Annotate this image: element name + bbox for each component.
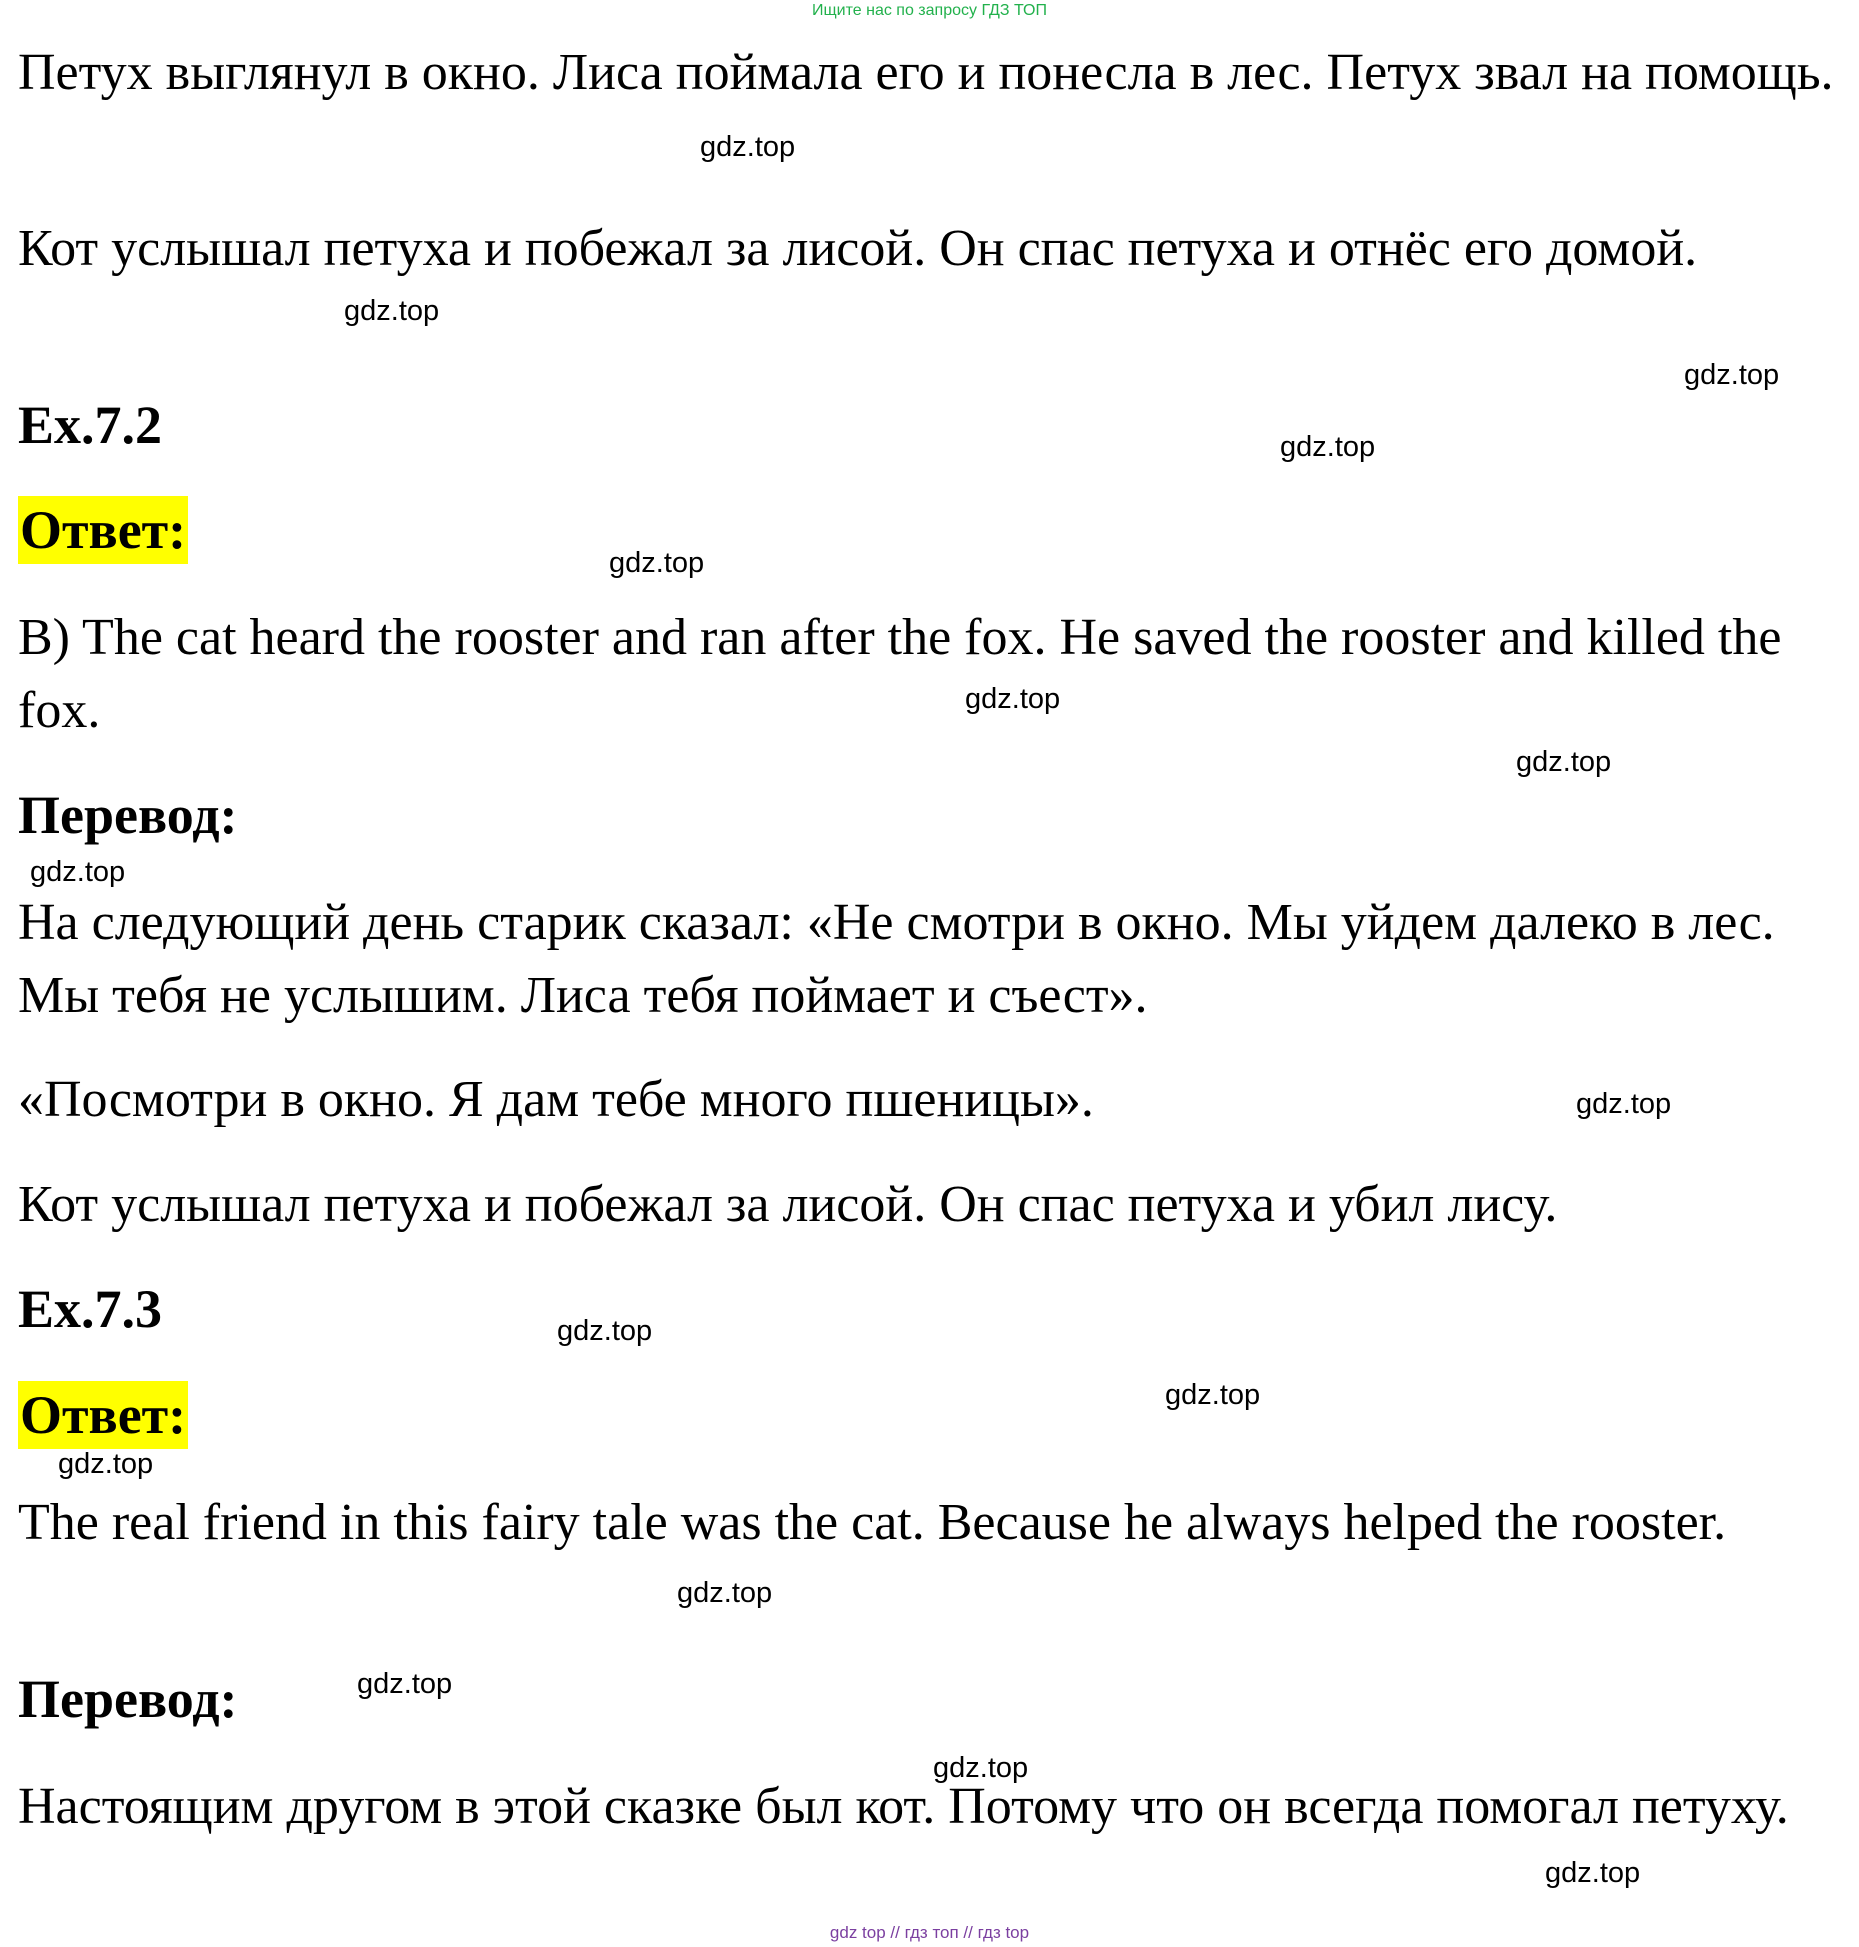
watermark: gdz.top — [557, 1315, 653, 1347]
exercise-7-3-answer-label — [18, 1381, 1848, 1449]
watermark: gdz.top — [344, 295, 440, 327]
exercise-7-3-answer — [18, 1486, 1848, 1559]
watermark: gdz.top — [1280, 431, 1376, 463]
translation-text-ex-7-2-a: На следующий день старик сказал: «Не смотри в окно. Мы уйдем далеко в лес. Мы тебя не услышим. Лиса тебя поймает и съест». — [18, 894, 1775, 1024]
paragraph-rooster-caught — [18, 36, 1848, 109]
exercise-7-3-title — [18, 1276, 1848, 1342]
translation-text-ex-7-2-c: Кот услышал петуха и побежал за лисой. Он спас петуха и убил лису. — [18, 1176, 1558, 1233]
answer-text-ex-7-3: The real friend in this fairy tale was the cat. Because he always helped the rooster. — [18, 1494, 1727, 1551]
exercise-7-3-translation-label — [18, 1666, 1848, 1732]
answer-label-ex-7-2: Ответ: — [18, 496, 188, 564]
exercise-7-2-title — [18, 392, 1848, 458]
watermark: gdz.top — [965, 683, 1061, 715]
translation-label-ex-7-2: Перевод: — [18, 785, 238, 845]
paragraph-cat-saves — [18, 212, 1848, 285]
translation-text-ex-7-2-b: «Посмотри в окно. Я дам тебе много пшеницы». — [18, 1071, 1094, 1128]
watermark: gdz.top — [1576, 1088, 1672, 1120]
watermark: gdz.top — [609, 547, 705, 579]
watermark: gdz.top — [677, 1577, 773, 1609]
text-cat-saves: Кот услышал петуха и побежал за лисой. Он спас петуха и отнёс его домой. — [18, 220, 1698, 277]
watermark: gdz.top — [700, 131, 796, 163]
footer-watermark: gdz top // гдз топ // гдз top — [829, 1923, 1030, 1942]
watermark: gdz.top — [357, 1668, 453, 1700]
watermark: gdz.top — [933, 1752, 1029, 1784]
heading-ex-7-3: Ex.7.3 — [18, 1279, 163, 1339]
translation-text-ex-7-3: Настоящим другом в этой сказке был кот. Потому что он всегда помогал петуху. — [18, 1778, 1789, 1835]
watermark: gdz.top — [30, 856, 126, 888]
exercise-7-2-translation-1 — [18, 886, 1848, 1032]
heading-ex-7-2: Ex.7.2 — [18, 395, 163, 455]
exercise-7-2-translation-3 — [18, 1168, 1848, 1241]
watermark: gdz.top — [1165, 1379, 1261, 1411]
watermark: gdz.top — [1545, 1857, 1641, 1889]
watermark: gdz.top — [58, 1448, 154, 1480]
text-rooster-caught: Петух выглянул в окно. Лиса поймала его и понесла в лес. Петух звал на помощь. — [18, 44, 1834, 101]
answer-label-ex-7-3: Ответ: — [18, 1381, 188, 1449]
watermark: gdz.top — [1684, 359, 1780, 391]
exercise-7-2-answer — [18, 601, 1848, 747]
translation-label-ex-7-3: Перевод: — [18, 1669, 238, 1729]
exercise-7-2-answer-label — [18, 496, 1848, 564]
exercise-7-2-translation-2 — [18, 1063, 1848, 1136]
exercise-7-2-translation-label — [18, 782, 1848, 848]
top-banner: Ищите нас по запросу ГДЗ ТОП — [812, 2, 1047, 19]
answer-text-ex-7-2: B) The cat heard the rooster and ran after the fox. He saved the rooster and killed the fox. — [18, 609, 1782, 739]
watermark: gdz.top — [1516, 746, 1612, 778]
